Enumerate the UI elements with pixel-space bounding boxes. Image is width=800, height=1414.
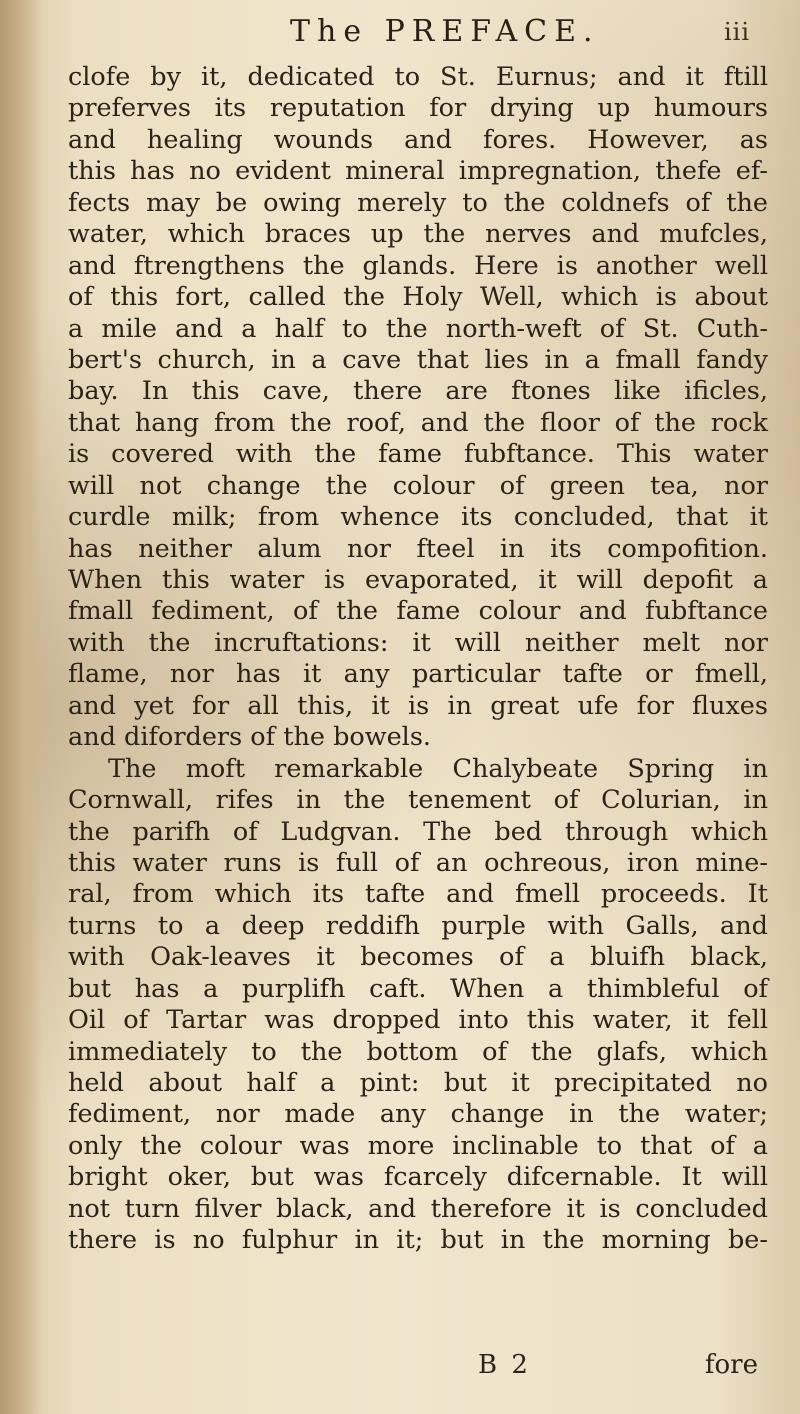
text-line: fmall fediment, of the fame colour and fubftance [68, 596, 768, 627]
text-line: Cornwall, rifes in the tenement of Colurian, in [68, 785, 768, 816]
text-line: held about half a pint: but it precipitated no [68, 1068, 768, 1098]
text-line: bright oker, but was fcarcely difcernable. It will [68, 1162, 768, 1193]
text-line: a mile and a half to the north-weft of St. Cuth- [68, 313, 768, 344]
text-line: and ftrengthens the glands. Here is another well [68, 250, 768, 281]
text-line: but has a purplifh caft. When a thimbleful of [68, 973, 768, 1004]
page-footer [68, 1350, 768, 1384]
text-line: this has no evident mineral impregnation, thefe ef- [68, 156, 768, 187]
text-line: bay. In this cave, there are ftones like ificles, [68, 376, 768, 407]
text-line: The moft remarkable Chalybeate Spring in [108, 753, 768, 784]
text-line: only the colour was more inclinable to that of a [68, 1130, 768, 1161]
text-line: with the incruftations: it will neither melt nor [68, 627, 768, 658]
text-line: clofe by it, dedicated to St. Eurnus; and it ftill [68, 62, 768, 92]
body-text [68, 62, 768, 1257]
text-line: has neither alum nor fteel in its compofition. [68, 533, 768, 564]
text-line: immediately to the bottom of the glafs, which [68, 1036, 768, 1067]
text-line: will not change the colour of green tea, nor [68, 470, 768, 501]
text-line: ral, from which its tafte and fmell proceeds. It [68, 879, 768, 910]
text-line: fects may be owing merely to the coldnefs of the [68, 187, 768, 218]
page-number: iii [723, 18, 750, 46]
text-line: there is no fulphur in it; but in the morning be- [68, 1225, 768, 1256]
text-line: that hang from the roof, and the floor of the rock [68, 407, 768, 438]
running-title: The PREFACE. [290, 14, 600, 49]
text-line: flame, nor has it any particular tafte or fmell, [68, 659, 768, 690]
signature-mark: B 2 [478, 1350, 531, 1380]
text-line: When this water is evaporated, it will depofit a [68, 565, 768, 595]
catchword: fore [704, 1350, 758, 1380]
text-line: and diforders of the bowels. [68, 722, 432, 753]
text-line: turns to a deep reddifh purple with Galls, and [68, 910, 768, 941]
text-line: preferves its reputation for drying up humours [68, 93, 768, 124]
page-header [90, 14, 750, 54]
text-line: bert's church, in a cave that lies in a fmall fandy [68, 344, 768, 375]
text-line: Oil of Tartar was dropped into this water, it fell [68, 1005, 768, 1036]
text-line: with Oak-leaves it becomes of a bluifh black, [68, 942, 768, 973]
text-line: fediment, nor made any change in the water; [68, 1099, 768, 1130]
text-line: water, which braces up the nerves and mufcles, [68, 219, 768, 250]
text-line: not turn filver black, and therefore it is concluded [68, 1193, 768, 1224]
page-gutter [0, 0, 42, 1414]
text-line: curdle milk; from whence its concluded, that it [68, 502, 768, 533]
text-line: and healing wounds and fores. However, as [68, 124, 768, 155]
text-line: is covered with the fame fubftance. This water [68, 439, 768, 470]
text-line: this water runs is full of an ochreous, iron mine- [68, 847, 768, 878]
text-line: the parifh of Ludgvan. The bed through which [68, 816, 768, 847]
text-line: of this fort, called the Holy Well, which is about [68, 282, 768, 313]
text-line: and yet for all this, it is in great ufe for fluxes [68, 690, 768, 721]
